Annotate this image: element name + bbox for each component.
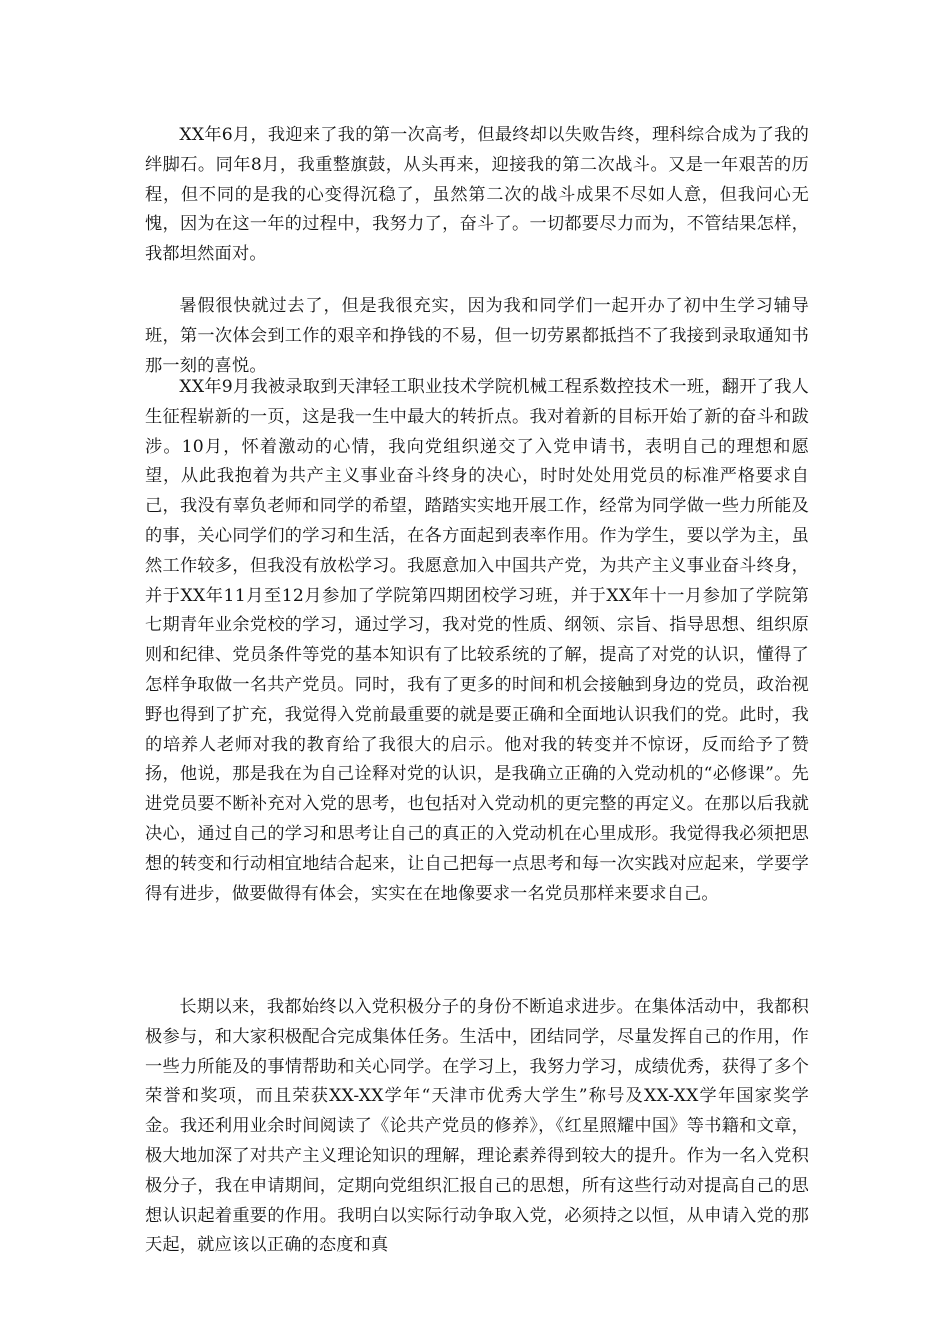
paragraph-activist-progress: 长期以来，我都始终以入党积极分子的身份不断追求进步。在集体活动中，我都积极参与，和大家积极配合完成集体任务。生活中，团结同学，尽量发挥自己的作用，作一些力所能及的事情帮助和关心同学。在学习上，我努力学习，成绩优秀，获得了多个荣誉和奖项，而且荣获XX-XX学年“天津市优秀大学生”称号及XX-XX学年国家奖学金。我还利用业余时间阅读了《论共产党员的修养》，《红星照耀中国》等书籍和文章，极大地加深了对共产主义理论知识的理解，理论素养得到较大的提升。作为一名入党积极分子，我在申请期间，定期向党组织汇报自己的思想，所有这些行动对提高自己的思想认识起着重要的作用。我明白以实际行动争取入党，必须持之以恒，从申请入党的那天起，就应该以正确的态度和真 — [145, 997, 809, 1256]
paragraph-summer-vacation: 暑假很快就过去了，但是我很充实，因为我和同学们一起开办了初中生学习辅导班，第一次体会到工作的艰辛和挣钱的不易，但一切劳累都抵挡不了我接到录取通知书那一刻的喜悦。 — [145, 296, 809, 376]
paragraph-first-exam: XX年6月，我迎来了我的第一次高考，但最终却以失败告终，理科综合成为了我的绊脚石。同年8月，我重整旗鼓，从头再来，迎接我的第二次战斗。又是一年艰苦的历程，但不同的是我的心变得沉稳了，虽然第二次的战斗成果不尽如人意，但我问心无愧，因为在这一年的过程中，我努力了，奋斗了。一切都要尽力而为，不管结果怎样，我都坦然面对。 — [145, 125, 809, 265]
paragraph-college-admission: XX年9月我被录取到天津轻工职业技术学院机械工程系数控技术一班，翻开了我人生征程崭新的一页，这是我一生中最大的转折点。我对着新的目标开始了新的奋斗和跋涉。10月，怀着激动的心情，我向党组织递交了入党申请书，表明自己的理想和愿望，从此我抱着为共产主义事业奋斗终身的决心，时时处处用党员的标准严格要求自己，我没有辜负老师和同学的希望，踏踏实实地开展工作，经常为同学做一些力所能及的事，关心同学们的学习和生活，在各方面起到表率作用。作为学生，要以学为主，虽然工作较多，但我没有放松学习。我愿意加入中国共产党，为共产主义事业奋斗终身，并于XX年11月至12月参加了学院第四期团校学习班，并于XX年十一月参加了学院第七期青年业余党校的学习，通过学习，我对党的性质、纲领、宗旨、指导思想、组织原则和纪律、党员条件等党的基本知识有了比较系统的了解，提高了对党的认识，懂得了怎样争取做一名共产党员。同时，我有了更多的时间和机会接触到身边的党员，政治视野也得到了扩充，我觉得入党前最重要的就是要正确和全面地认识我们的党。此时，我的培养人老师对我的教育给了我很大的启示。他对我的转变并不惊讶，反而给予了赞扬，他说，那是我在为自己诠释对党的认识，是我确立正确的入党动机的“必修课”。先进党员要不断补充对入党的思考，也包括对入党动机的更完整的再定义。在那以后我就决心，通过自己的学习和思考让自己的真正的入党动机在心里成形。我觉得我必须把思想的转变和行动相宜地结合起来，让自己把每一点思考和每一次实践对应起来，学要学得有进步，做要做得有体会，实实在在地像要求一名党员那样来要求自己。 — [145, 377, 809, 904]
